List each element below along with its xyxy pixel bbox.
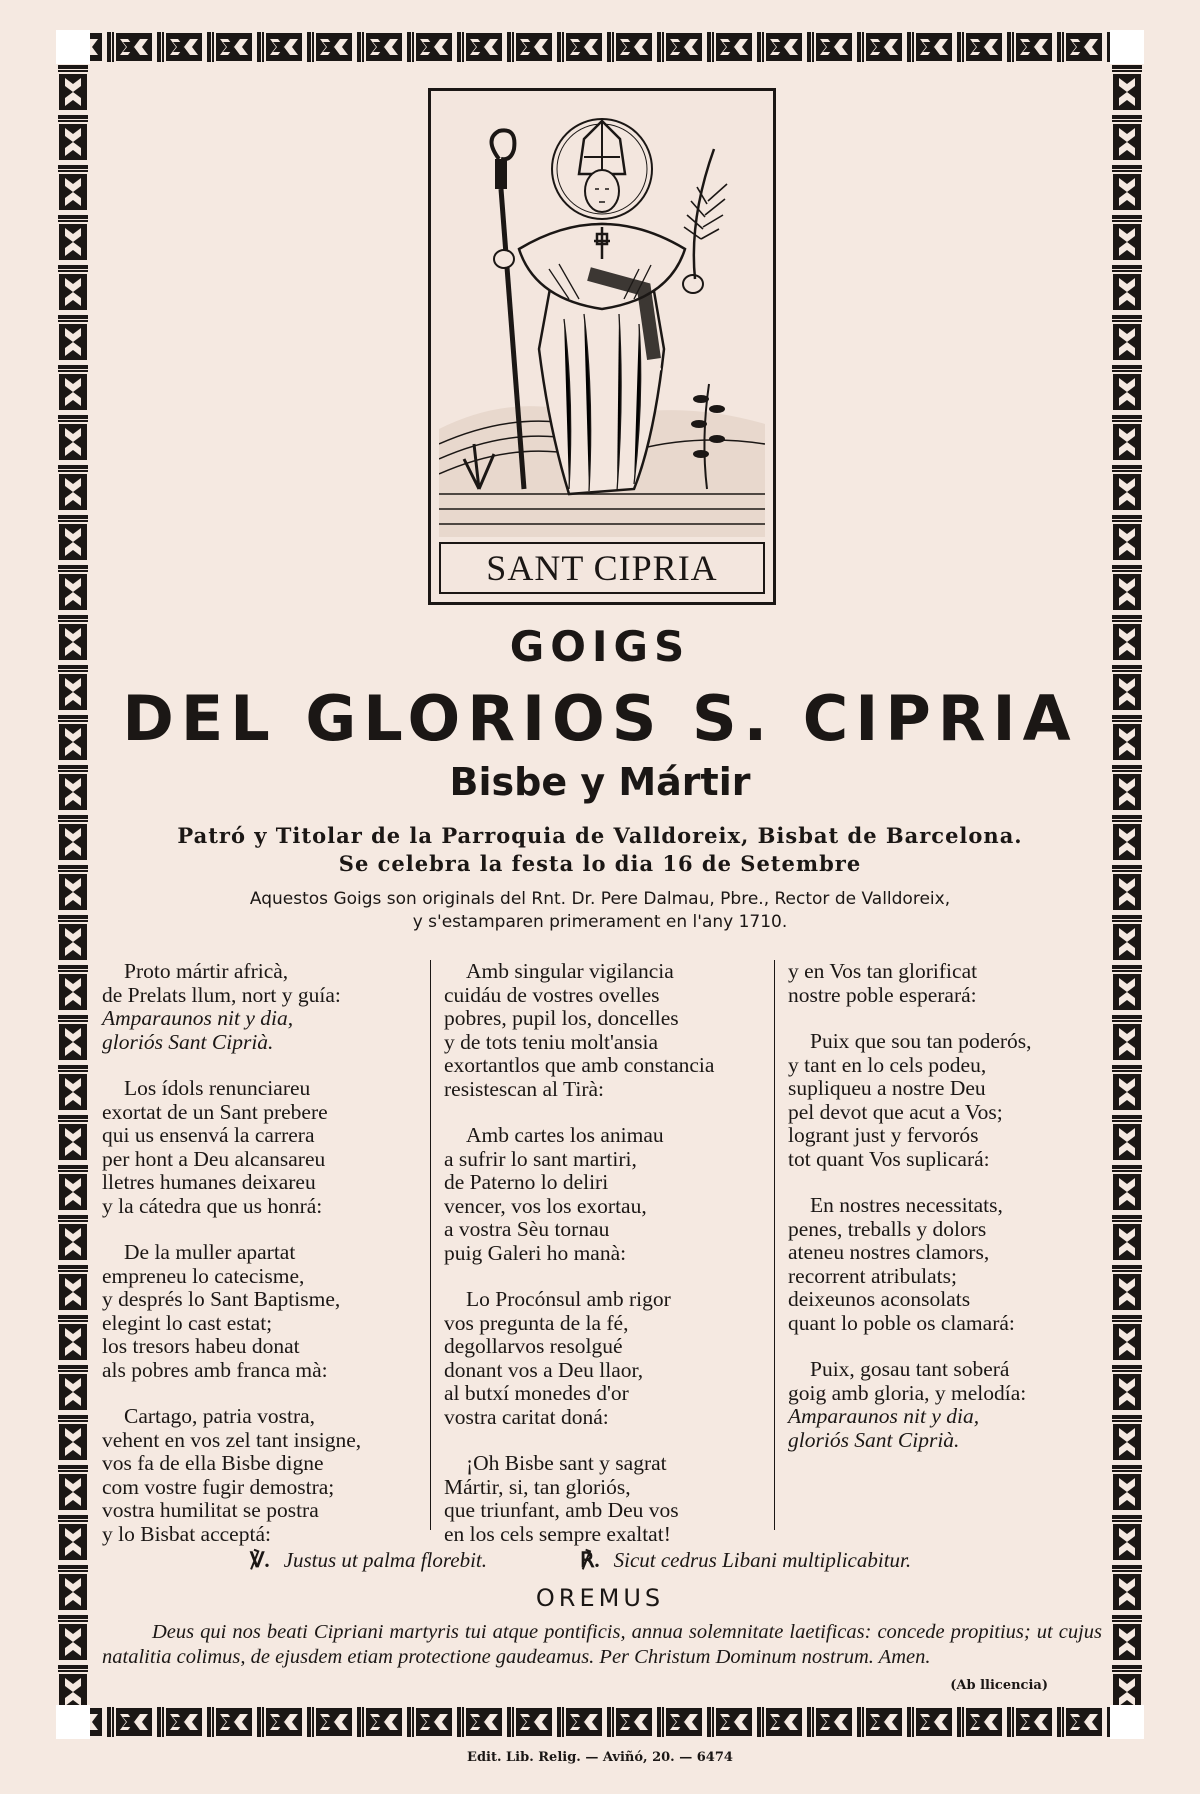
versicle-symbol: ℣. [250,1548,270,1572]
verse-line: vehent en vos zel tant insigne, [102,1427,362,1452]
verse-line: quant lo poble os clamará: [788,1310,1015,1335]
verse-line: y lo Bisbat acceptá: [102,1521,271,1546]
license-note: (Ab llicencia) [950,1678,1048,1693]
verse-line: vencer, vos los exortau, [444,1193,647,1218]
knot-pattern-top [56,30,1144,64]
verse-line: a sufrir lo sant martiri, [444,1146,637,1171]
origin-note [100,888,1100,934]
stanza [444,1288,769,1429]
verse-line: tot quant Vos suplicará: [788,1146,990,1171]
verse-line: donant vos a Deu llaor, [444,1357,644,1382]
verse-line: resistescan al Tirà: [444,1076,605,1101]
patron-info [100,822,1100,878]
stanza [788,960,1108,1007]
verse-line: En nostres necessitats, [810,1193,1003,1217]
knot-pattern-right [1110,64,1144,1705]
decorative-border-bottom [56,1705,1144,1739]
verse-line: Amb cartes los animau [466,1123,664,1147]
verse-line: y de tots teniu molt'ansia [444,1029,659,1054]
verse-line: deixeunos aconsolats [788,1287,971,1311]
verse-line: los tresors habeu donat [102,1334,300,1358]
verse-line: Amb singular vigilancia [466,959,674,983]
saint-woodcut [428,88,776,605]
verse-line: Amparaunos nit y dia, [102,1006,294,1030]
stanza [102,1405,427,1546]
verse-line: pel devot que acut a Vos; [788,1099,1003,1124]
verse-line: De la muller apartat [124,1240,296,1264]
verse-line: de Paterno lo deliri [444,1170,609,1194]
verse-line: cuidáu de vostres ovelles [444,982,660,1007]
image-caption: SANT CIPRIA [439,542,765,594]
verse-line: Los ídols renunciareu [124,1076,311,1100]
verse-line: qui us ensenvá la carrera [102,1123,315,1147]
oremus-heading: OREMUS [535,1584,665,1612]
verse-line: vos pregunta de la fé, [444,1310,629,1335]
verse-line: ¡Oh Bisbe sant y sagrat [466,1451,667,1475]
verse-line: supliqueu a nostre Deu [788,1076,986,1100]
verse-line: pobres, pupil los, doncelles [444,1006,679,1030]
saint-cyprian-illustration [439,99,765,537]
stanza [444,1452,769,1546]
decorative-border-top [56,30,1144,64]
stanza [788,1194,1108,1335]
verse-line: als pobres amb franca mà: [102,1357,328,1382]
verse-line: recorrent atribulats; [788,1263,957,1288]
verse-column [102,960,427,1569]
column-divider [430,960,431,1530]
response-symbol: ℟. [580,1548,600,1572]
verse-line: y tant en lo cels podeu, [788,1052,987,1077]
verse-line: com vostre fugir demostra; [102,1474,335,1499]
verse-line: de Prelats llum, nort y guía: [102,982,341,1007]
versicle-text: Justus ut palma florebit. [283,1548,488,1572]
stanza [102,960,427,1054]
verse-line: empreneu lo catecisme, [102,1263,305,1288]
stanza [102,1241,427,1382]
verse-line: degollarvos resolgué [444,1334,623,1358]
patron-line-2: Se celebra la festa lo dia 16 de Setembre [338,851,862,876]
verses [102,959,1102,1546]
verse-line: logrant just y fervorós [788,1123,979,1147]
decorative-border-left [56,30,90,1739]
response-text: Sicut cedrus Libani multiplicabitur. [613,1548,912,1572]
verse-line: puig Galeri ho manà: [444,1240,627,1265]
heading-goigs: GOIGS [509,622,691,671]
verse-line: vostra humilitat se postra [102,1498,319,1522]
verse-line: per hont a Deu alcansareu [102,1146,326,1171]
page-subtitle: Bisbe y Mártir [449,760,751,804]
verse-line: penes, treballs y dolors [788,1216,987,1241]
verse-line: y la cátedra que us honrá: [102,1193,323,1218]
stanza [102,1077,427,1218]
response [580,1548,911,1573]
verse-line: Amparaunos nit y dia, [788,1404,980,1428]
closing-prayer: Deus qui nos beati Cipriani martyris tui atque pontificis, annua solemnitate laetificas: concede propitius; ut cujus natalitia colimus, de ejusdem etiam protectione gaudeamus. Per Christum Dominum nostrum. Amen. [102,1621,1102,1668]
page-title: DEL GLORIOS S. CIPRIA [122,682,1078,755]
origin-line-1: Aquestos Goigs son originals del Rnt. Dr. Pere Dalmau, Pbre., Rector de Valldoreix, [249,889,951,909]
verse-line: al butxí monedes d'or [444,1381,629,1405]
versicle [250,1548,487,1573]
verse-line: Puix, gosau tant soberá [810,1357,1010,1381]
origin-line-2: y s'estamparen primerament en l'any 1710. [412,912,788,932]
column-divider [774,960,775,1530]
printer-imprint: Edit. Lib. Relig. — Aviñó, 20. — 6474 [467,1750,733,1765]
verse-line: y en Vos tan glorificat [788,959,978,983]
verse-line: a vostra Sèu tornau [444,1217,610,1241]
verse-line: exortat de un Sant prebere [102,1099,328,1124]
verse-line: gloriós Sant Ciprià. [102,1029,274,1054]
verse-line: en los cels sempre exaltat! [444,1521,671,1546]
patron-line-1: Patró y Titolar de la Parroquia de Valldoreix, Bisbat de Barcelona. [177,823,1023,848]
stanza [444,1124,769,1265]
knot-pattern-left [56,64,90,1705]
verse-line: exortantlos que amb constancia [444,1053,715,1077]
verse-line: nostre poble esperará: [788,982,977,1007]
verse-line: lletres humanes deixareu [102,1170,316,1194]
verse-line: elegint lo cast estat; [102,1310,273,1335]
verse-line: vos fa de ella Bisbe digne [102,1451,324,1475]
stanza [444,960,769,1101]
verse-line: goig amb gloria, y melodía: [788,1380,1027,1405]
verse-line: Cartago, patria vostra, [124,1404,316,1428]
verse-line: Mártir, si, tan gloriós, [444,1474,631,1499]
verse-column [444,960,769,1569]
verse-line: Puix que sou tan poderós, [810,1029,1032,1053]
verse-line: y després lo Sant Baptisme, [102,1287,341,1311]
verse-line: ateneu nostres clamors, [788,1240,990,1264]
decorative-border-right [1110,30,1144,1739]
verse-line: Proto mártir africà, [124,959,289,983]
stanza [788,1030,1108,1171]
verse-line: gloriós Sant Ciprià. [788,1427,960,1452]
verse-line: que triunfant, amb Deu vos [444,1498,679,1522]
verse-column [788,960,1108,1475]
knot-pattern-bottom [56,1705,1144,1739]
stanza [788,1358,1108,1452]
verse-line: Lo Procónsul amb rigor [466,1287,671,1311]
verse-line: vostra caritat doná: [444,1404,609,1429]
